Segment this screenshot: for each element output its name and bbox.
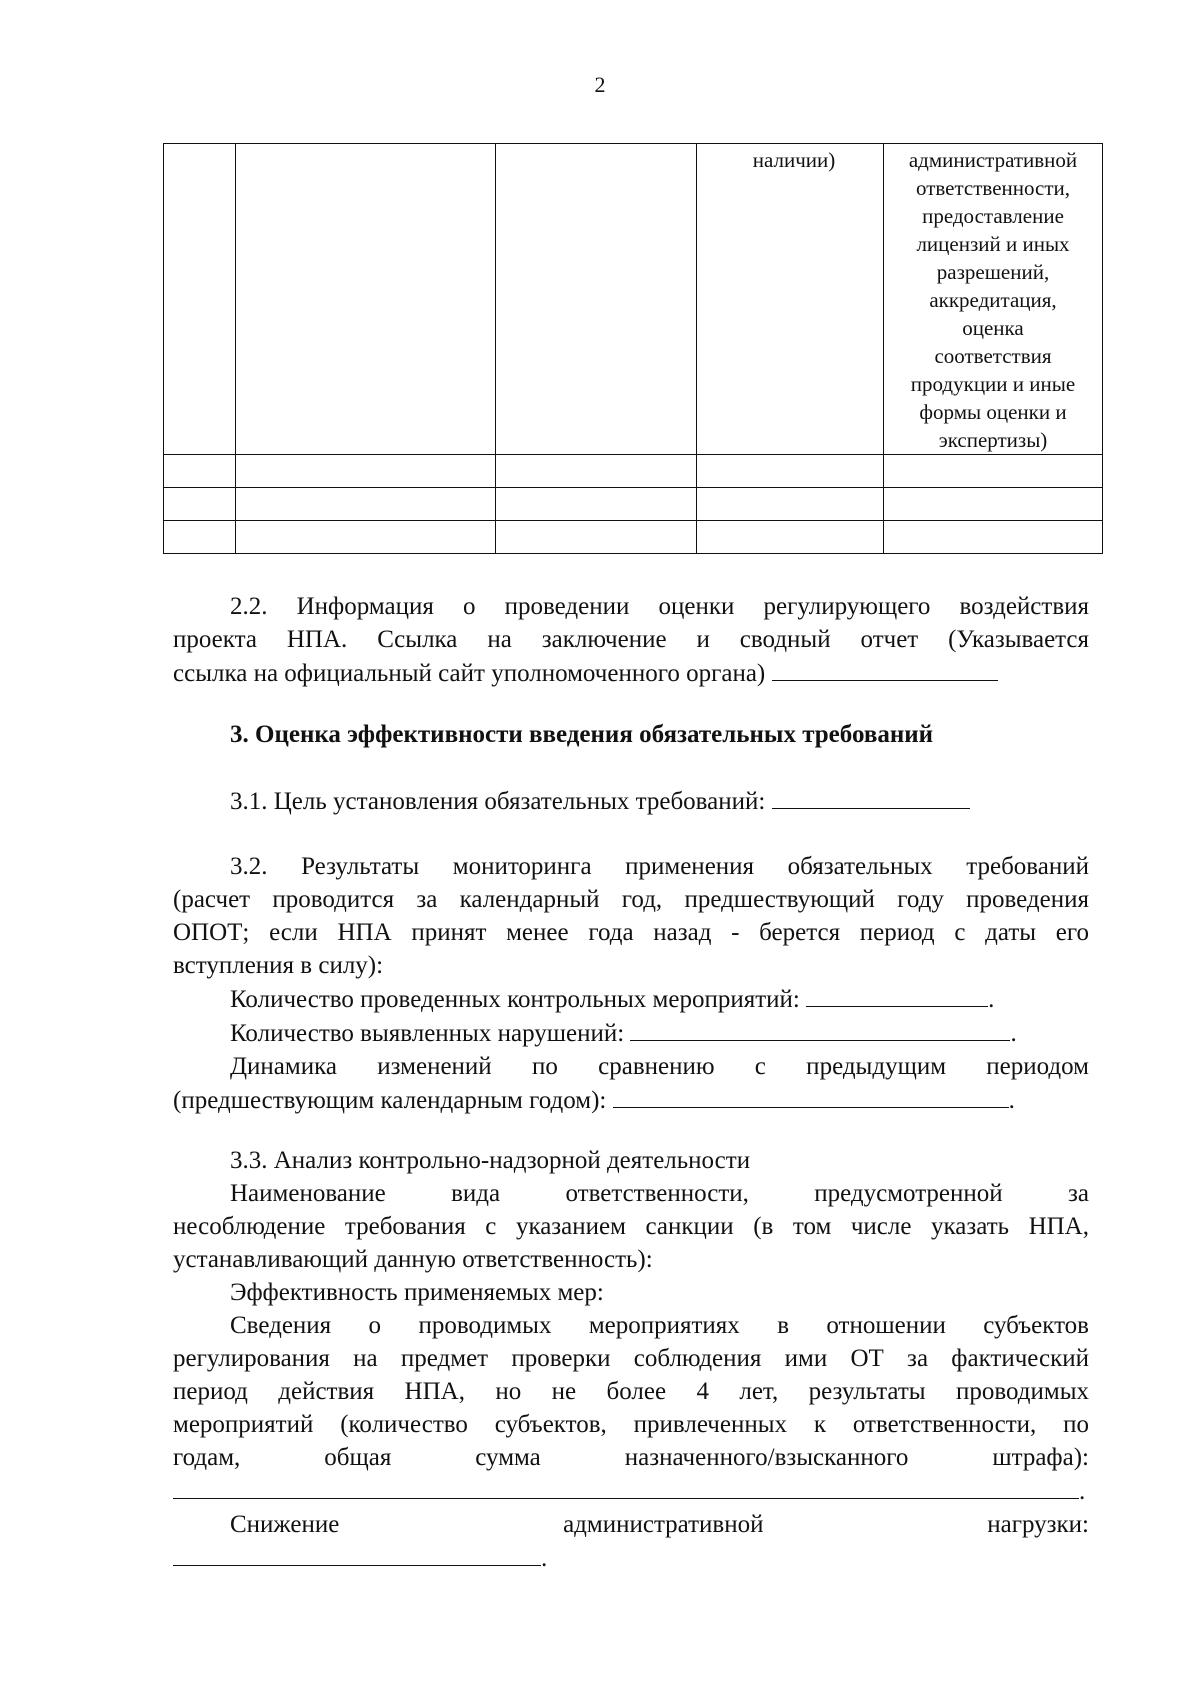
cell-line: аккредитация, <box>929 288 1057 312</box>
paragraph-line: Динамика изменений по сравнению с предыдущим периодом <box>230 1053 1089 1080</box>
paragraph-line <box>173 1083 1089 1117</box>
table-cell <box>164 455 236 488</box>
paragraph-text: Количество проведенных контрольных мероприятий: <box>230 986 800 1013</box>
table-cell <box>697 488 884 521</box>
table-cell <box>236 455 496 488</box>
fill-in-blank[interactable] <box>613 1083 1009 1108</box>
table-row <box>164 521 1103 554</box>
paragraph-line <box>173 982 1089 1016</box>
cell-line: административной <box>908 148 1078 172</box>
paragraph-line <box>173 1016 1089 1050</box>
table-cell <box>236 521 496 554</box>
period: . <box>1008 1087 1015 1114</box>
fill-in-blank[interactable] <box>806 982 988 1007</box>
paragraph-line: Снижение административной нагрузки: <box>230 1511 1089 1538</box>
table-cell <box>164 488 236 521</box>
fill-in-blank[interactable] <box>173 1541 541 1566</box>
period: . <box>988 986 995 1013</box>
cell-line: формы оценки и <box>919 400 1067 424</box>
table-cell <box>236 488 496 521</box>
paragraph-line <box>173 1474 1089 1508</box>
cell-line: продукции и иные <box>910 372 1076 396</box>
section-3-3 <box>173 1144 1089 1575</box>
paragraph-line: годам, общая сумма назначенного/взысканного штрафа): <box>173 1444 1089 1471</box>
period: . <box>1010 1020 1017 1047</box>
table-cell <box>496 144 697 455</box>
cell-line: ответственности, <box>915 176 1071 200</box>
paragraph-line: устанавливающий данную ответственность): <box>173 1246 653 1273</box>
paragraph-line: ОПОТ; если НПА принят менее года назад - берется период с даты его <box>173 919 1089 946</box>
paragraph-line: период действия НПА, но не более 4 лет, результаты проводимых <box>173 1378 1089 1405</box>
cell-line: соответствия <box>934 344 1052 368</box>
fill-in-blank[interactable] <box>772 656 998 681</box>
section-3-2 <box>173 850 1089 1117</box>
cell-line: лицензий и иных <box>916 232 1070 256</box>
fill-in-blank[interactable] <box>772 784 970 809</box>
table-row <box>164 144 1103 455</box>
section-2-2 <box>173 590 1089 690</box>
paragraph-line: Наименование вида ответственности, предусмотренной за <box>230 1180 1089 1207</box>
paragraph-line: Эффективность применяемых мер: <box>230 1279 604 1306</box>
paragraph-line: вступления в силу): <box>173 952 384 979</box>
paragraph-text: 3.1. Цель установления обязательных требований: <box>230 788 766 815</box>
table-cell <box>164 144 236 455</box>
table-cell <box>884 521 1103 554</box>
paragraph-line: 3.3. Анализ контрольно-надзорной деятельности <box>230 1147 751 1174</box>
cell-text-block <box>884 144 1102 454</box>
paragraph-line: (расчет проводится за календарный год, предшествующий году проведения <box>173 886 1089 913</box>
cell-line: разрешений, <box>936 260 1050 284</box>
table-cell <box>496 488 697 521</box>
paragraph-line: регулирования на предмет проверки соблюдения ими ОТ за фактический <box>173 1345 1089 1372</box>
paragraph-line: Сведения о проводимых мероприятиях в отношении субъектов <box>230 1312 1089 1339</box>
table-cell <box>164 521 236 554</box>
paragraph-line: проекта НПА. Ссылка на заключение и сводный отчет (Указывается <box>173 626 1089 653</box>
paragraph-line <box>173 656 1089 690</box>
paragraph-text: Количество выявленных нарушений: <box>230 1020 625 1047</box>
requirements-table <box>163 143 1103 554</box>
table-cell <box>496 521 697 554</box>
paragraph-text: (предшествующим календарным годом): <box>173 1087 607 1114</box>
section-3-1 <box>173 784 1089 818</box>
cell-line: оценка <box>962 316 1024 340</box>
section-3-heading: 3. Оценка эффективности введения обязательных требований <box>230 721 934 748</box>
period: . <box>541 1545 548 1572</box>
cell-line: предоставление <box>922 204 1064 228</box>
table-cell <box>496 455 697 488</box>
table-row <box>164 455 1103 488</box>
paragraph-line: 2.2. Информация о проведении оценки регулирующего воздействия <box>230 593 1089 620</box>
table-cell <box>697 455 884 488</box>
table-cell <box>884 488 1103 521</box>
cell-text: наличии) <box>752 148 836 172</box>
paragraph-line <box>173 1541 1089 1575</box>
page-number: 2 <box>594 72 606 97</box>
paragraph-line: мероприятий (количество субъектов, привлеченных к ответственности, по <box>173 1411 1089 1438</box>
paragraph-line: 3.2. Результаты мониторинга применения обязательных требований <box>230 853 1089 880</box>
period: . <box>1079 1478 1086 1505</box>
fill-in-blank[interactable] <box>630 1016 1010 1041</box>
fill-in-blank[interactable] <box>173 1474 1079 1499</box>
table-cell <box>697 144 884 455</box>
table-cell <box>884 455 1103 488</box>
cell-line: экспертизы) <box>938 428 1048 452</box>
paragraph-line: несоблюдение требования с указанием санкции (в том числе указать НПА, <box>173 1213 1089 1240</box>
table-row <box>164 488 1103 521</box>
table-cell <box>236 144 496 455</box>
paragraph-text: ссылка на официальный сайт уполномоченного органа) <box>173 660 766 687</box>
table-cell <box>697 521 884 554</box>
table-cell <box>884 144 1103 455</box>
